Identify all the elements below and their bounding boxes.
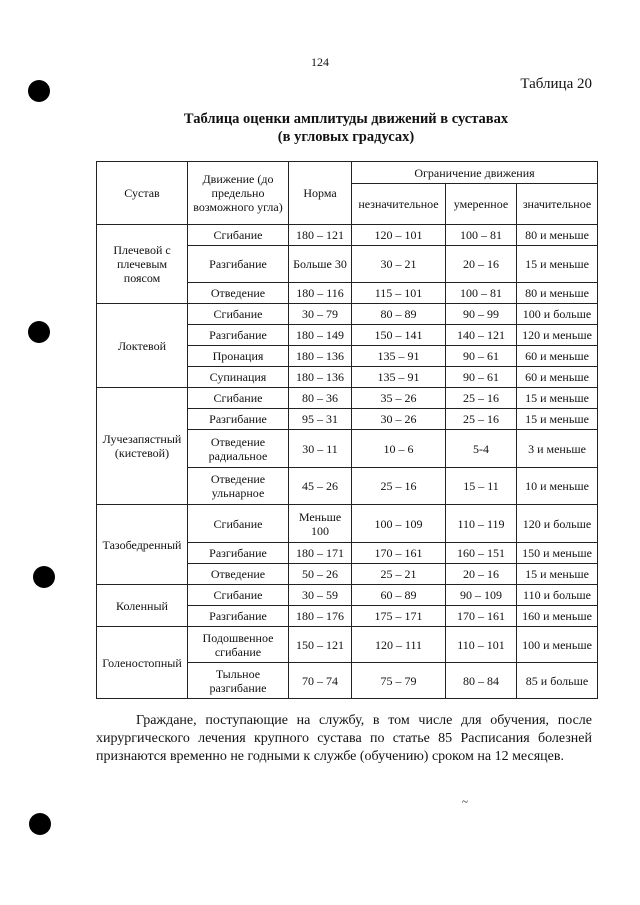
minor-cell: 30 – 21 bbox=[352, 246, 446, 283]
title-line-2: (в угловых градусах) bbox=[277, 129, 415, 145]
moderate-cell: 110 – 101 bbox=[446, 627, 517, 663]
moderate-cell: 110 – 119 bbox=[446, 505, 517, 543]
page-number: 124 bbox=[311, 55, 329, 69]
moderate-cell: 90 – 109 bbox=[446, 585, 517, 606]
header-movement: Движение (до предельно возможного угла) bbox=[188, 162, 289, 225]
movement-cell: Разгибание bbox=[188, 606, 289, 627]
movement-cell: Разгибание bbox=[188, 543, 289, 564]
joint-mobility-table bbox=[96, 161, 598, 699]
minor-cell: 175 – 171 bbox=[352, 606, 446, 627]
table-row bbox=[97, 585, 598, 606]
header-minor: незначительное bbox=[352, 184, 446, 225]
norm-cell: 50 – 26 bbox=[289, 564, 352, 585]
punch-hole-3 bbox=[33, 566, 55, 588]
movement-cell: Отведение радиальное bbox=[188, 430, 289, 468]
minor-cell: 75 – 79 bbox=[352, 663, 446, 699]
moderate-cell: 170 – 161 bbox=[446, 606, 517, 627]
moderate-cell: 90 – 61 bbox=[446, 346, 517, 367]
movement-cell: Разгибание bbox=[188, 246, 289, 283]
minor-cell: 120 – 111 bbox=[352, 627, 446, 663]
minor-cell: 25 – 21 bbox=[352, 564, 446, 585]
significant-cell: 100 и больше bbox=[517, 304, 598, 325]
norm-cell: 180 – 176 bbox=[289, 606, 352, 627]
norm-cell: 45 – 26 bbox=[289, 468, 352, 505]
moderate-cell: 15 – 11 bbox=[446, 468, 517, 505]
norm-cell: 180 – 116 bbox=[289, 283, 352, 304]
norm-cell: Меньше 100 bbox=[289, 505, 352, 543]
joint-cell: Плечевой с плечевым поясом bbox=[97, 225, 188, 304]
movement-cell: Разгибание bbox=[188, 325, 289, 346]
movement-cell: Отведение bbox=[188, 283, 289, 304]
movement-cell: Сгибание bbox=[188, 225, 289, 246]
minor-cell: 150 – 141 bbox=[352, 325, 446, 346]
movement-cell: Сгибание bbox=[188, 388, 289, 409]
table-body bbox=[97, 225, 598, 699]
minor-cell: 10 – 6 bbox=[352, 430, 446, 468]
moderate-cell: 20 – 16 bbox=[446, 564, 517, 585]
movement-cell: Отведение ульнарное bbox=[188, 468, 289, 505]
joint-cell: Локтевой bbox=[97, 304, 188, 388]
movement-cell: Подошвенное сгибание bbox=[188, 627, 289, 663]
moderate-cell: 25 – 16 bbox=[446, 409, 517, 430]
moderate-cell: 140 – 121 bbox=[446, 325, 517, 346]
joint-cell: Голеностопный bbox=[97, 627, 188, 699]
punch-hole-4 bbox=[29, 813, 51, 835]
norm-cell: 150 – 121 bbox=[289, 627, 352, 663]
minor-cell: 115 – 101 bbox=[352, 283, 446, 304]
moderate-cell: 100 – 81 bbox=[446, 225, 517, 246]
significant-cell: 120 и меньше bbox=[517, 325, 598, 346]
moderate-cell: 5-4 bbox=[446, 430, 517, 468]
movement-cell: Сгибание bbox=[188, 505, 289, 543]
significant-cell: 120 и больше bbox=[517, 505, 598, 543]
movement-cell: Сгибание bbox=[188, 585, 289, 606]
moderate-cell: 80 – 84 bbox=[446, 663, 517, 699]
header-limitation: Ограничение движения bbox=[352, 162, 598, 184]
note-paragraph: Граждане, поступающие на службу, в том числе для обучения, после хирургического лечения крупного сустава по статье 85 Расписания болезней признаются временно не годными к службе (обучению) сроком на 12 месяцев. bbox=[96, 713, 592, 764]
movement-cell: Тыльное разгибание bbox=[188, 663, 289, 699]
significant-cell: 15 и меньше bbox=[517, 246, 598, 283]
norm-cell: 95 – 31 bbox=[289, 409, 352, 430]
minor-cell: 100 – 109 bbox=[352, 505, 446, 543]
table-row bbox=[97, 304, 598, 325]
norm-cell: 180 – 121 bbox=[289, 225, 352, 246]
moderate-cell: 90 – 99 bbox=[446, 304, 517, 325]
norm-cell: 80 – 36 bbox=[289, 388, 352, 409]
significant-cell: 3 и меньше bbox=[517, 430, 598, 468]
significant-cell: 80 и меньше bbox=[517, 283, 598, 304]
punch-hole-1 bbox=[28, 80, 50, 102]
norm-cell: 180 – 171 bbox=[289, 543, 352, 564]
minor-cell: 80 – 89 bbox=[352, 304, 446, 325]
norm-cell: Больше 30 bbox=[289, 246, 352, 283]
norm-cell: 30 – 79 bbox=[289, 304, 352, 325]
movement-cell: Супинация bbox=[188, 367, 289, 388]
norm-cell: 180 – 136 bbox=[289, 346, 352, 367]
norm-cell: 30 – 59 bbox=[289, 585, 352, 606]
significant-cell: 15 и меньше bbox=[517, 388, 598, 409]
significant-cell: 60 и меньше bbox=[517, 367, 598, 388]
minor-cell: 170 – 161 bbox=[352, 543, 446, 564]
table-label: Таблица 20 bbox=[520, 76, 592, 92]
significant-cell: 100 и меньше bbox=[517, 627, 598, 663]
norm-cell: 70 – 74 bbox=[289, 663, 352, 699]
header-joint: Сустав bbox=[97, 162, 188, 225]
significant-cell: 10 и меньше bbox=[517, 468, 598, 505]
moderate-cell: 100 – 81 bbox=[446, 283, 517, 304]
movement-cell: Разгибание bbox=[188, 409, 289, 430]
header-norm: Норма bbox=[289, 162, 352, 225]
norm-cell: 30 – 11 bbox=[289, 430, 352, 468]
moderate-cell: 25 – 16 bbox=[446, 388, 517, 409]
significant-cell: 160 и меньше bbox=[517, 606, 598, 627]
significant-cell: 15 и меньше bbox=[517, 564, 598, 585]
movement-cell: Отведение bbox=[188, 564, 289, 585]
minor-cell: 35 – 26 bbox=[352, 388, 446, 409]
significant-cell: 110 и больше bbox=[517, 585, 598, 606]
significant-cell: 150 и меньше bbox=[517, 543, 598, 564]
significant-cell: 80 и меньше bbox=[517, 225, 598, 246]
minor-cell: 120 – 101 bbox=[352, 225, 446, 246]
movement-cell: Сгибание bbox=[188, 304, 289, 325]
significant-cell: 15 и меньше bbox=[517, 409, 598, 430]
joint-cell: Тазобедренный bbox=[97, 505, 188, 585]
table-title bbox=[96, 110, 596, 146]
table-row bbox=[97, 225, 598, 246]
table-row bbox=[97, 505, 598, 543]
moderate-cell: 20 – 16 bbox=[446, 246, 517, 283]
table-row bbox=[97, 388, 598, 409]
norm-cell: 180 – 149 bbox=[289, 325, 352, 346]
moderate-cell: 160 – 151 bbox=[446, 543, 517, 564]
significant-cell: 60 и меньше bbox=[517, 346, 598, 367]
minor-cell: 25 – 16 bbox=[352, 468, 446, 505]
joint-cell: Коленный bbox=[97, 585, 188, 627]
header-significant: значительное bbox=[517, 184, 598, 225]
movement-cell: Пронация bbox=[188, 346, 289, 367]
norm-cell: 180 – 136 bbox=[289, 367, 352, 388]
moderate-cell: 90 – 61 bbox=[446, 367, 517, 388]
header-moderate: умеренное bbox=[446, 184, 517, 225]
minor-cell: 30 – 26 bbox=[352, 409, 446, 430]
title-line-1: Таблица оценки амплитуды движений в суставах bbox=[183, 111, 509, 127]
joint-cell: Лучезапястный (кистевой) bbox=[97, 388, 188, 505]
table-row bbox=[97, 627, 598, 663]
stray-mark: ~ bbox=[462, 796, 468, 808]
punch-hole-2 bbox=[28, 321, 50, 343]
significant-cell: 85 и больше bbox=[517, 663, 598, 699]
minor-cell: 135 – 91 bbox=[352, 346, 446, 367]
minor-cell: 135 – 91 bbox=[352, 367, 446, 388]
minor-cell: 60 – 89 bbox=[352, 585, 446, 606]
